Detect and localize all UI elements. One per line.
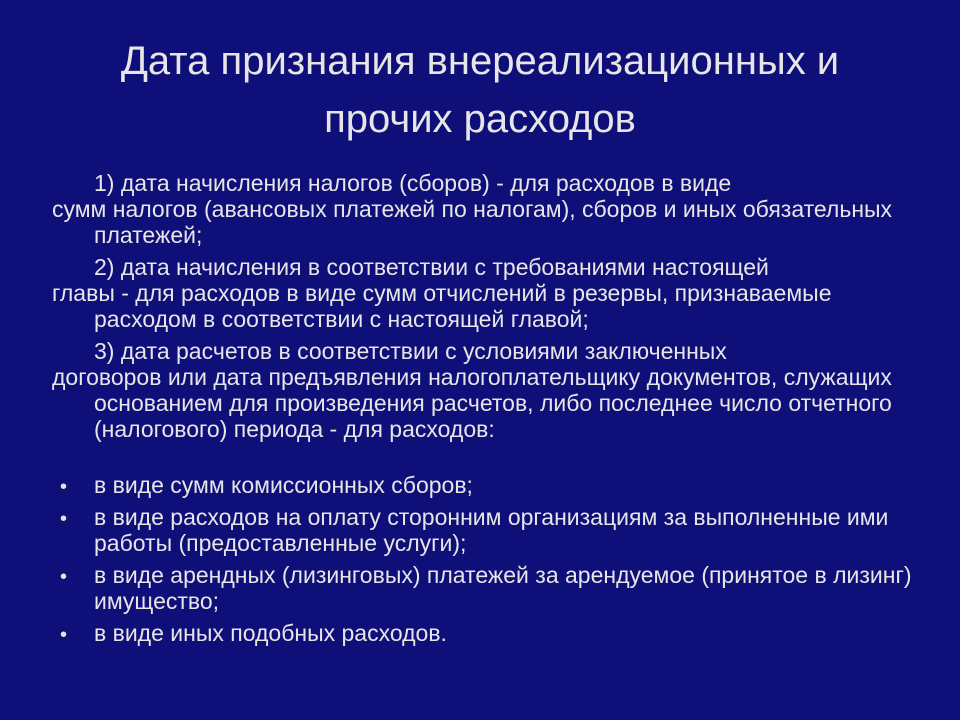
slide-title (60, 32, 900, 148)
slide-title-line-1: Дата признания внереализационных и (120, 39, 840, 83)
slide-title-line-2: прочих расходов (324, 97, 636, 141)
bullet-text: в виде иных подобных расходов. (94, 620, 447, 646)
paragraph-1-rest: сумм налогов (авансовых платежей по налогам), сборов и иных обязательных платежей; (52, 196, 893, 248)
bullet-text: в виде арендных (лизинговых) платежей за арендуемое (принятое в лизинг) имущество; (94, 562, 912, 614)
slide-body (52, 170, 914, 448)
bullet-text: в виде расходов на оплату сторонним организациям за выполненные ими работы (предоставленные услуги); (94, 504, 889, 556)
paragraph-2 (52, 254, 914, 332)
paragraph-2-rest: главы - для расходов в виде сумм отчислений в резервы, признаваемые расходом в соответствии с настоящей главой; (52, 280, 832, 332)
bullet-icon: • (60, 566, 68, 588)
paragraph-3-rest: договоров или дата предъявления налогоплательщику документов, служащих основанием для произведения расчетов, либо последнее число отчетного (налогового) периода - для расходов: (52, 364, 892, 442)
bullet-icon: • (60, 476, 68, 498)
paragraph-3-first: 3) дата расчетов в соответствии с условиями заключенных (94, 338, 727, 364)
paragraph-3 (52, 338, 914, 442)
bullet-item (60, 620, 914, 646)
bullet-item (60, 562, 914, 614)
bullet-list (60, 472, 914, 652)
bullet-item (60, 472, 914, 498)
paragraph-1-first: 1) дата начисления налогов (сборов) - для расходов в виде (94, 170, 732, 196)
paragraph-1 (52, 170, 914, 248)
paragraph-2-first: 2) дата начисления в соответствии с требованиями настоящей (94, 254, 769, 280)
bullet-item (60, 504, 914, 556)
bullet-icon: • (60, 624, 68, 646)
bullet-icon: • (60, 508, 68, 530)
bullet-text: в виде сумм комиссионных сборов; (94, 472, 473, 498)
